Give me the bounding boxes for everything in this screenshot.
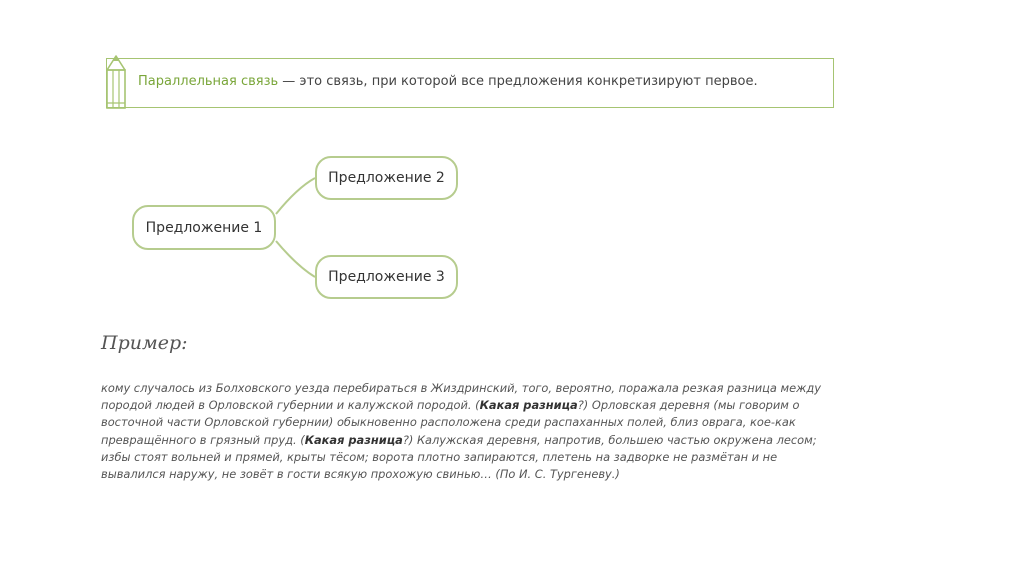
example-heading: Пример:: [101, 332, 188, 354]
example-text-part: ?) Калужская деревня, напротив, большею частью окружена лесом; избы стоят вольней и прямей, крыты тёсом; ворота плотно запираются, плетень на задворке не размётан и не вывалился наружу, не зовёт в гости всякую прохожую свинью… (По И. С. Тургеневу.): [101, 432, 817, 482]
connector-1-3: [276, 241, 315, 277]
definition-text: [138, 74, 758, 89]
example-question: Какая разница: [479, 398, 578, 413]
example-paragraph: [101, 380, 831, 483]
example-text-part: кому случалось из Болховского уезда перебираться в Жиздринский, того, вероятно, поражала резкая разница между породой людей в Орловской губернии и калужской породой. (: [101, 381, 821, 413]
example-text-part: ?) Орловская деревня (мы говорим о восточной части Орловской губернии) обыкновенно расположена среди распаханных полей, близ оврага, кое-как превращённого в грязный пруд. (: [101, 398, 800, 447]
pencil-icon: [103, 53, 129, 113]
diagram-node-sentence-1: Предложение 1: [132, 205, 276, 250]
connector-1-2: [276, 178, 315, 214]
definition-rest: — это связь, при которой все предложения конкретизируют первое.: [278, 74, 758, 89]
definition-term: Параллельная связь: [138, 74, 279, 89]
diagram-node-sentence-3: Предложение 3: [315, 255, 458, 299]
example-question: Какая разница: [304, 432, 403, 447]
diagram-node-sentence-2: Предложение 2: [315, 156, 458, 200]
